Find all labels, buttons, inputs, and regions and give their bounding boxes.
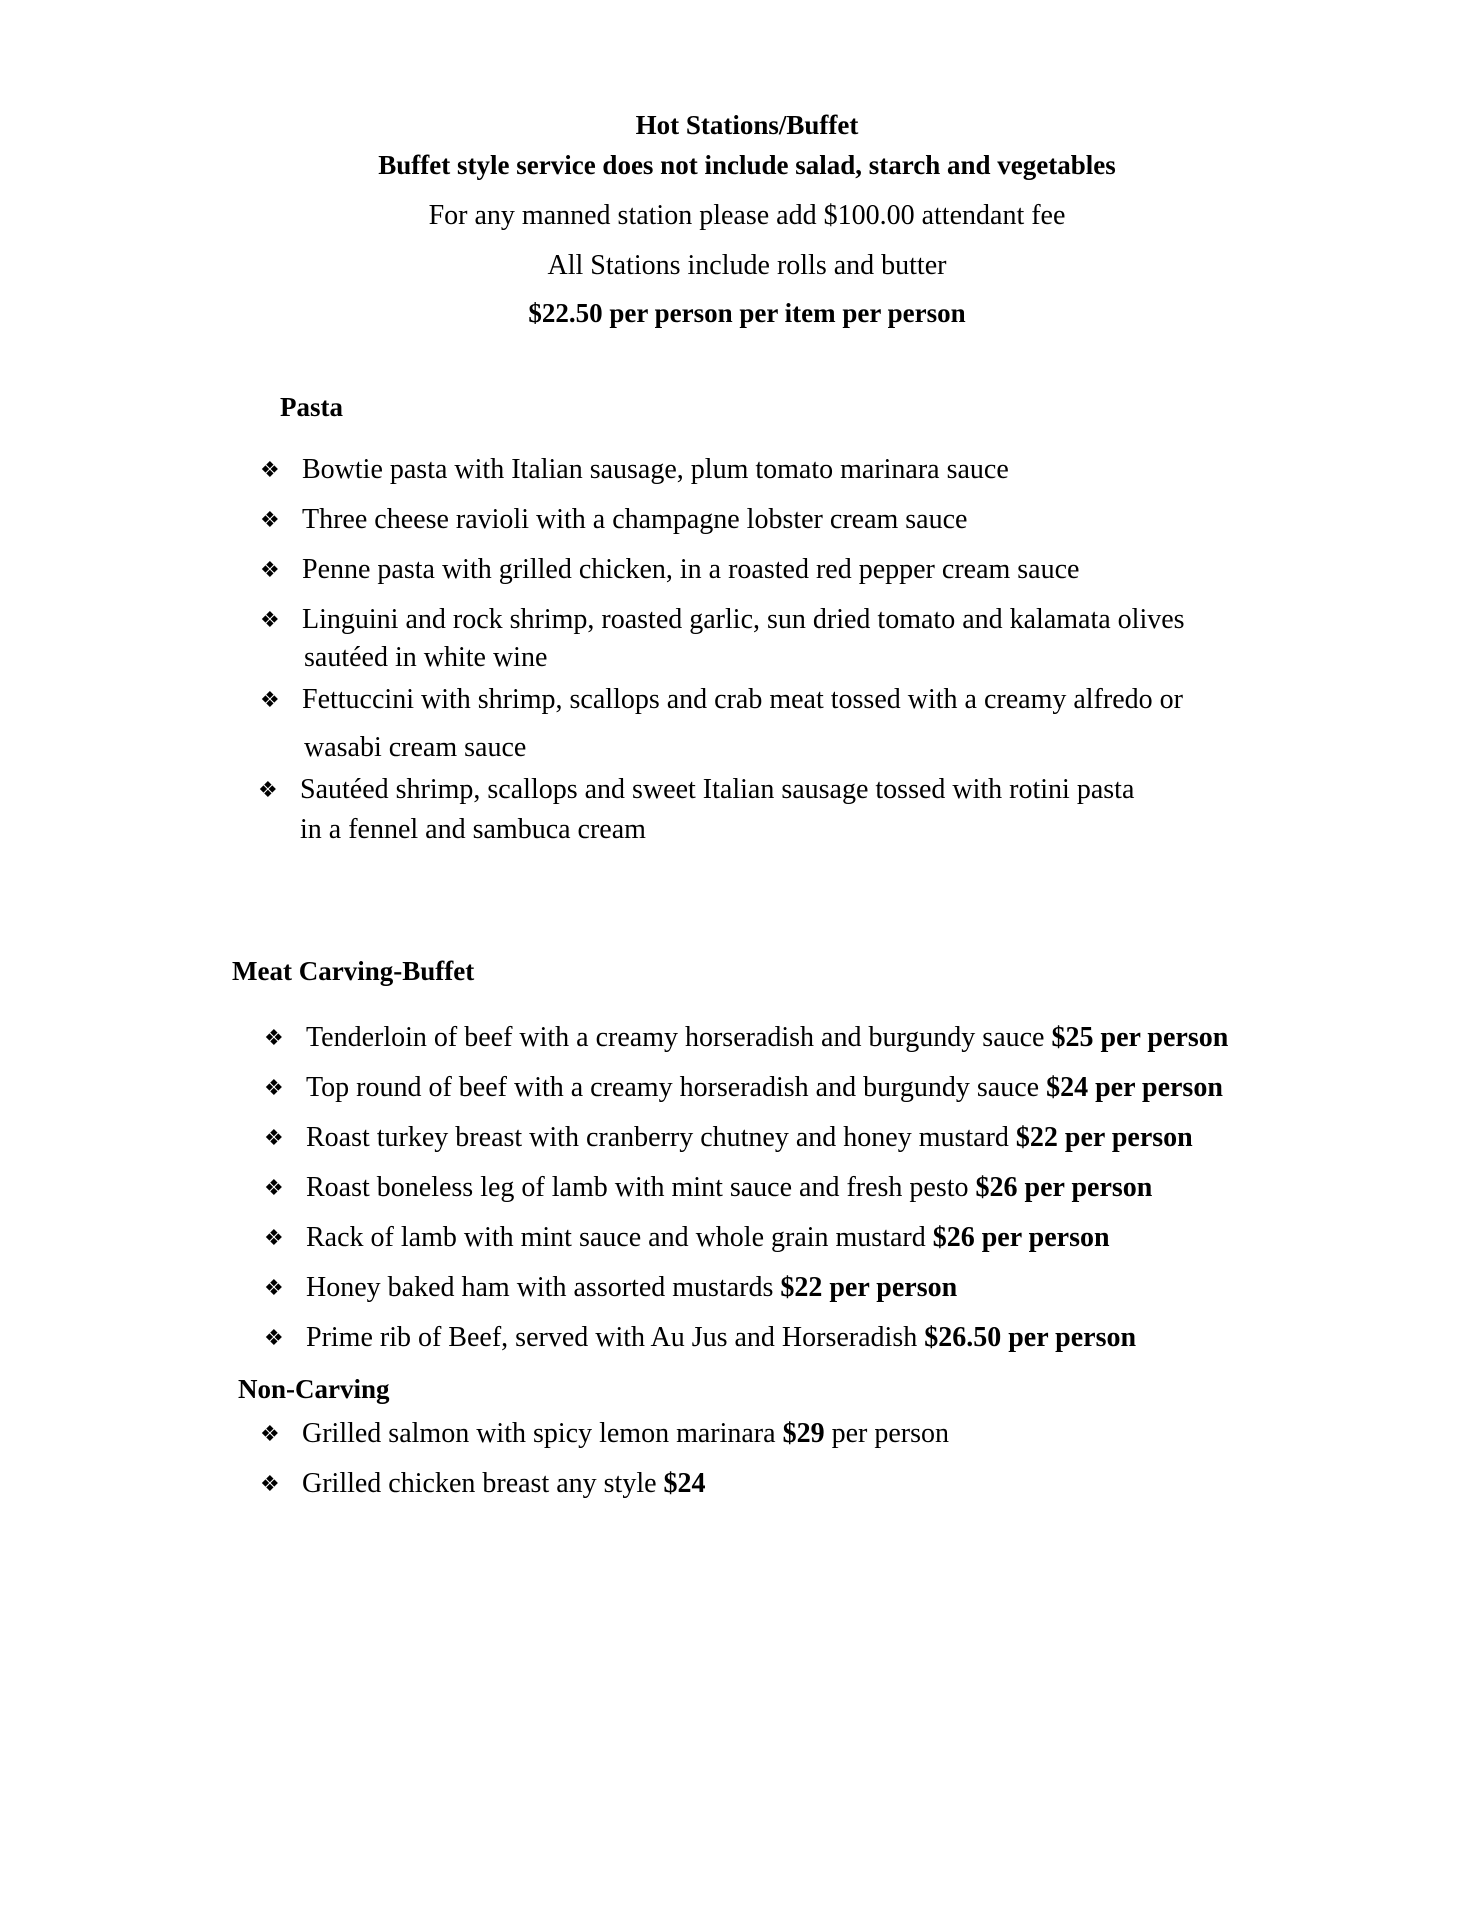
item-desc: Grilled chicken breast any style (302, 1468, 657, 1499)
meat-carving-heading: Meat Carving-Buffet (232, 956, 475, 986)
diamond-bullet-icon: ❖ (260, 557, 280, 582)
item-text: Linguini and rock shrimp, roasted garlic, sun dried tomato and kalamata olives (302, 604, 1185, 635)
non-carving-heading: Non-Carving (238, 1374, 390, 1404)
diamond-bullet-icon: ❖ (260, 1471, 280, 1496)
pasta-heading: Pasta (280, 392, 343, 422)
item-desc: Honey baked ham with assorted mustards (306, 1272, 774, 1303)
rolls-note: All Stations include rolls and butter (547, 250, 947, 281)
item-text (302, 1464, 706, 1504)
item-text-continued: sautéed in white wine (304, 642, 548, 673)
item-text (306, 1318, 1136, 1358)
diamond-bullet-icon: ❖ (260, 1421, 280, 1446)
item-text: Sautéed shrimp, scallops and sweet Italian sausage tossed with rotini pasta (300, 774, 1135, 805)
attendant-fee-note: For any manned station please add $100.00 attendant fee (428, 200, 1066, 231)
diamond-bullet-icon: ❖ (264, 1175, 284, 1200)
item-text (306, 1268, 957, 1308)
item-text (306, 1068, 1223, 1108)
item-price: $22 per person (780, 1272, 958, 1303)
item-text (306, 1218, 1110, 1258)
diamond-bullet-icon: ❖ (264, 1325, 284, 1350)
item-text (306, 1118, 1193, 1158)
diamond-bullet-icon: ❖ (264, 1025, 284, 1050)
item-desc: Tenderloin of beef with a creamy horseradish and burgundy sauce (306, 1022, 1045, 1053)
diamond-bullet-icon: ❖ (260, 457, 280, 482)
item-text (302, 1414, 949, 1454)
item-price: $24 (663, 1468, 706, 1499)
diamond-bullet-icon: ❖ (258, 777, 278, 802)
diamond-bullet-icon: ❖ (260, 507, 280, 532)
item-price: $29 (782, 1418, 825, 1449)
item-desc: Prime rib of Beef, served with Au Jus and Horseradish (306, 1322, 918, 1353)
item-desc: Top round of beef with a creamy horseradish and burgundy sauce (306, 1072, 1040, 1103)
item-text: Bowtie pasta with Italian sausage, plum tomato marinara sauce (302, 454, 1009, 485)
item-text-continued: wasabi cream sauce (304, 732, 527, 763)
diamond-bullet-icon: ❖ (264, 1075, 284, 1100)
item-desc: Grilled salmon with spicy lemon marinara (302, 1418, 776, 1449)
item-desc: Roast turkey breast with cranberry chutney and honey mustard (306, 1122, 1009, 1153)
item-text: Penne pasta with grilled chicken, in a roasted red pepper cream sauce (302, 554, 1080, 585)
item-text (306, 1168, 1152, 1208)
diamond-bullet-icon: ❖ (264, 1275, 284, 1300)
diamond-bullet-icon: ❖ (264, 1125, 284, 1150)
item-text: Three cheese ravioli with a champagne lobster cream sauce (302, 504, 968, 535)
buffet-note: Buffet style service does not include salad, starch and vegetables (378, 150, 1116, 180)
page-title: Hot Stations/Buffet (635, 110, 859, 140)
item-price: $24 per person (1046, 1072, 1223, 1103)
item-price: $26 per person (975, 1172, 1153, 1203)
item-text (306, 1018, 1228, 1058)
item-text: Fettuccini with shrimp, scallops and crab meat tossed with a creamy alfredo or (302, 684, 1183, 715)
item-price: $26.50 per person (924, 1322, 1137, 1353)
item-price: $26 per person (932, 1222, 1110, 1253)
item-text-continued: in a fennel and sambuca cream (300, 814, 646, 845)
item-desc: Rack of lamb with mint sauce and whole grain mustard (306, 1222, 926, 1253)
item-price: $22 per person (1015, 1122, 1193, 1153)
diamond-bullet-icon: ❖ (264, 1225, 284, 1250)
price-note: $22.50 per person per item per person (528, 298, 966, 328)
item-price-suffix: per person (831, 1418, 949, 1449)
diamond-bullet-icon: ❖ (260, 607, 280, 632)
item-price: $25 per person (1051, 1022, 1229, 1053)
diamond-bullet-icon: ❖ (260, 687, 280, 712)
item-desc: Roast boneless leg of lamb with mint sauce and fresh pesto (306, 1172, 969, 1203)
